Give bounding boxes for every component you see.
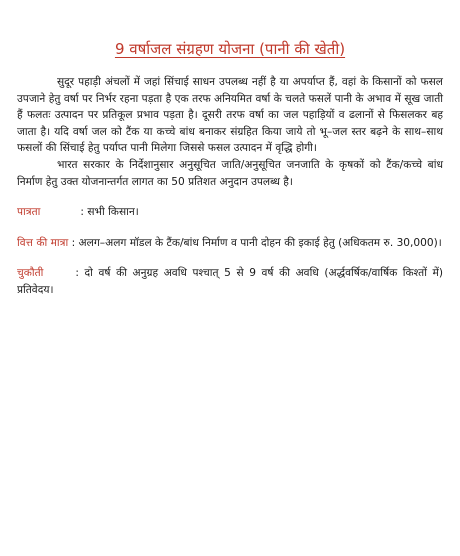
eligibility-field xyxy=(17,204,443,221)
repayment-field xyxy=(17,265,443,298)
subsidy-paragraph: भारत सरकार के निर्देशानुसार अनुसूचित जाति/अनुसूचित जनजाति के कृषकों को टैंक/कच्चे बांध निर्माण हेतु उक्त योजनान्तर्गत लागत का 50 प्रतिशत अनुदान उपलब्ध है। xyxy=(17,158,443,188)
finance-value: : अलग–अलग मॉडल के टैंक/बांध निर्माण व पानी दोहन की इकाई हेतु (अधिकतम रु. 30,000)। xyxy=(71,236,442,249)
repayment-value: : दो वर्ष की अनुग्रह अवधि पश्चात् 5 से 9 वर्ष की अवधि (अर्द्धवर्षिक/वार्षिक किश्तों में) प्रतिवेदय। xyxy=(17,267,443,296)
repayment-label: चुकौती xyxy=(17,267,44,280)
intro-paragraph: सुदूर पहाड़ी अंचलों में जहां सिंचाई साधन उपलब्ध नहीं है या अपर्याप्त हैं, वहां के किसानों को फसल उपजाने हेतु वर्षा पर निर्भर रहना पड़ता है एक तरफ अनियमित वर्षा के चलते फसलें पानी के अभाव में सूख जाती हैं फलतः उत्पादन पर प्रतिकूल प्रभाव पड़ता है। दूसरी तरफ वर्षा का जल पहाड़ियों व ढलानों से फिसलकर बह जाता है। यदि वर्षा जल को टैंक या कच्चे बांध बनाकर संग्रहित किया जाये तो भू–जल स्तर बढ़ने के साथ–साथ फसलों की सिंचाई हेतु पर्याप्त पानी मिलेगा जिससे फसल उत्पादन में वृद्धि होगी। xyxy=(17,76,443,155)
finance-label: वित्त की मात्रा xyxy=(17,236,69,249)
document-body xyxy=(17,74,443,299)
finance-field xyxy=(17,235,443,252)
eligibility-label: पात्रता xyxy=(17,206,41,219)
eligibility-value: : सभी किसान। xyxy=(80,206,139,219)
scheme-title: 9 वर्षाजल संग्रहण योजना (पानी की खेती) xyxy=(114,40,346,58)
